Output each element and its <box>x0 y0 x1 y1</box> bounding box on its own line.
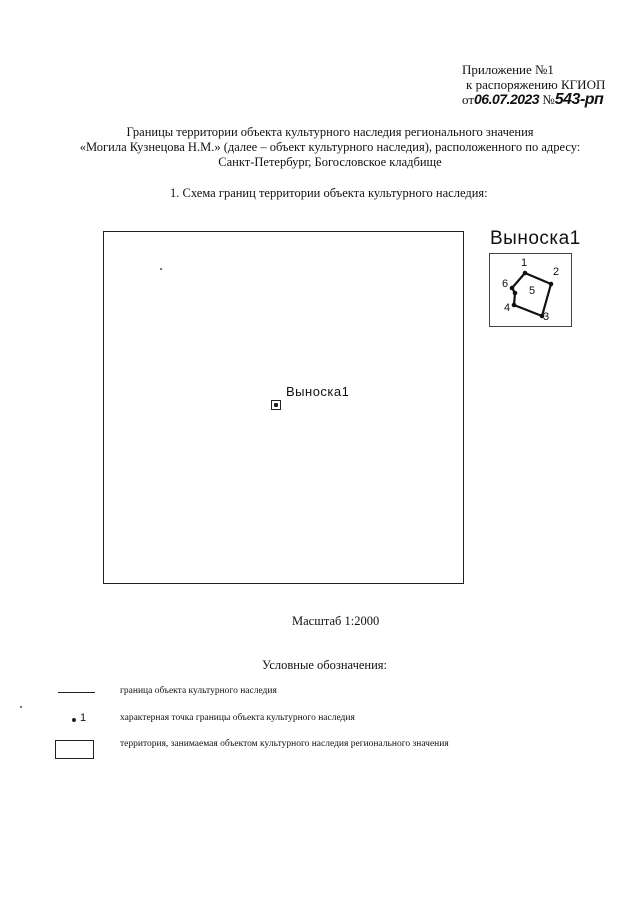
legend-boundary-symbol <box>58 692 95 693</box>
boundary-map-frame <box>103 231 464 584</box>
map-object-marker <box>271 400 281 410</box>
legend-territory-symbol <box>55 740 94 759</box>
legend-boundary-text: граница объекта культурного наследия <box>120 686 277 696</box>
order-date: 06.07.2023 <box>474 91 540 107</box>
appendix-header <box>462 62 605 107</box>
callout-point-6: 6 <box>502 278 509 290</box>
callout-inset <box>489 253 572 327</box>
section-heading: 1. Схема границ территории объекта культурного наследия: <box>170 186 488 200</box>
callout-point-2: 2 <box>553 266 560 278</box>
title-line-3: Санкт-Петербург, Богословское кладбище <box>218 155 442 169</box>
map-speck <box>160 268 162 270</box>
callout-title: Выноска1 <box>490 228 581 249</box>
title-line-1: Границы территории объекта культурного наследия регионального значения <box>126 125 534 139</box>
appendix-date-line <box>462 92 605 107</box>
appendix-reference: к распоряжению КГИОП <box>466 77 606 92</box>
order-number: 543-рп <box>554 91 604 108</box>
callout-point-3: 3 <box>543 311 550 323</box>
callout-point-1: 1 <box>521 257 528 269</box>
legend-point-text: характерная точка границы объекта культурного наследия <box>120 713 355 723</box>
legend-title: Условные обозначения: <box>262 658 388 672</box>
callout-point-5: 5 <box>529 285 536 297</box>
appendix-title: Приложение №1 <box>462 62 554 77</box>
legend-point-number: 1 <box>80 712 87 724</box>
document-title <box>40 125 620 170</box>
date-prefix: от <box>462 92 475 107</box>
title-line-2: «Могила Кузнецова Н.М.» (далее – объект культурного наследия), расположенного по адресу: <box>79 140 581 154</box>
legend-territory-text: территория, занимаемая объектом культурного наследия регионального значения <box>120 739 449 749</box>
callout-point-4: 4 <box>504 302 511 314</box>
page-speck <box>20 706 22 708</box>
map-scale: Масштаб 1:2000 <box>292 614 380 628</box>
number-prefix: № <box>542 92 555 107</box>
map-callout-label: Выноска1 <box>286 384 350 399</box>
legend-point-symbol <box>72 718 76 722</box>
